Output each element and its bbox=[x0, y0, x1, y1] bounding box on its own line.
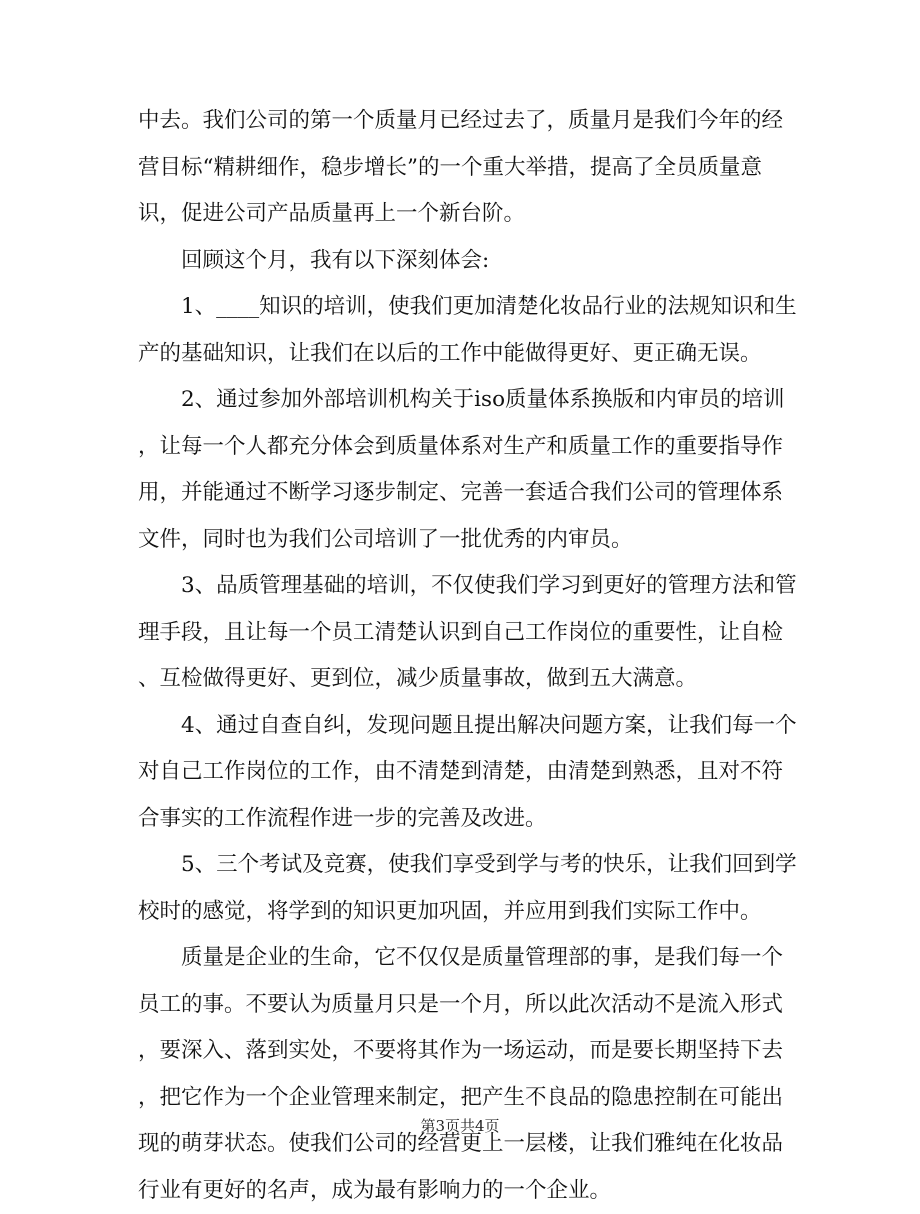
text-line: 2、通过参加外部培训机构关于iso质量体系换版和内审员的培训 bbox=[138, 377, 788, 424]
text-line: 5、三个考试及竞赛，使我们享受到学与考的快乐，让我们回到学 bbox=[138, 842, 788, 889]
text-line: 用，并能通过不断学习逐步制定、完善一套适合我们公司的管理体系 bbox=[138, 470, 788, 517]
text-line: 文件，同时也为我们公司培训了一批优秀的内审员。 bbox=[138, 517, 788, 564]
text-line: 、互检做得更好、更到位，减少质量事故，做到五大满意。 bbox=[138, 656, 788, 703]
text-line: 质量是企业的生命，它不仅仅是质量管理部的事，是我们每一个 bbox=[138, 935, 788, 982]
text-line: 产的基础知识，让我们在以后的工作中能做得更好、更正确无误。 bbox=[138, 331, 788, 378]
text-line: 合事实的工作流程作进一步的完善及改进。 bbox=[138, 796, 788, 843]
text-line: 3、品质管理基础的培训，不仅使我们学习到更好的管理方法和管 bbox=[138, 563, 788, 610]
text-line: 4、通过自查自纠，发现问题且提出解决问题方案，让我们每一个 bbox=[138, 703, 788, 750]
text-line: 行业有更好的名声，成为最有影响力的一个企业。 bbox=[138, 1168, 788, 1214]
text-line: 中去。我们公司的第一个质量月已经过去了，质量月是我们今年的经 bbox=[138, 98, 788, 145]
text-line: 对自己工作岗位的工作，由不清楚到清楚，由清楚到熟悉，且对不符 bbox=[138, 749, 788, 796]
text-line: 校时的感觉，将学到的知识更加巩固，并应用到我们实际工作中。 bbox=[138, 889, 788, 936]
text-line: 员工的事。不要认为质量月只是一个月，所以此次活动不是流入形式 bbox=[138, 982, 788, 1029]
text-line: 理手段，且让每一个员工清楚认识到自己工作岗位的重要性，让自检 bbox=[138, 610, 788, 657]
body-text bbox=[138, 98, 788, 1214]
page-number-footer: 第3页共4页 bbox=[0, 1116, 920, 1136]
text-line: 回顾这个月，我有以下深刻体会: bbox=[138, 238, 788, 285]
text-line: 营目标“精耕细作，稳步增长”的一个重大举措，提高了全员质量意 bbox=[138, 145, 788, 192]
text-line: ，要深入、落到实处，不要将其作为一场运动，而是要长期坚持下去 bbox=[138, 1028, 788, 1075]
text-line: 1、____知识的培训，使我们更加清楚化妆品行业的法规知识和生 bbox=[138, 284, 788, 331]
text-line: 识，促进公司产品质量再上一个新台阶。 bbox=[138, 191, 788, 238]
text-line: 现的萌芽状态。使我们公司的经营更上一层楼，让我们雅纯在化妆品 bbox=[138, 1121, 788, 1168]
text-line: ，把它作为一个企业管理来制定，把产生不良品的隐患控制在可能出 bbox=[138, 1075, 788, 1122]
text-line: ，让每一个人都充分体会到质量体系对生产和质量工作的重要指导作 bbox=[138, 424, 788, 471]
